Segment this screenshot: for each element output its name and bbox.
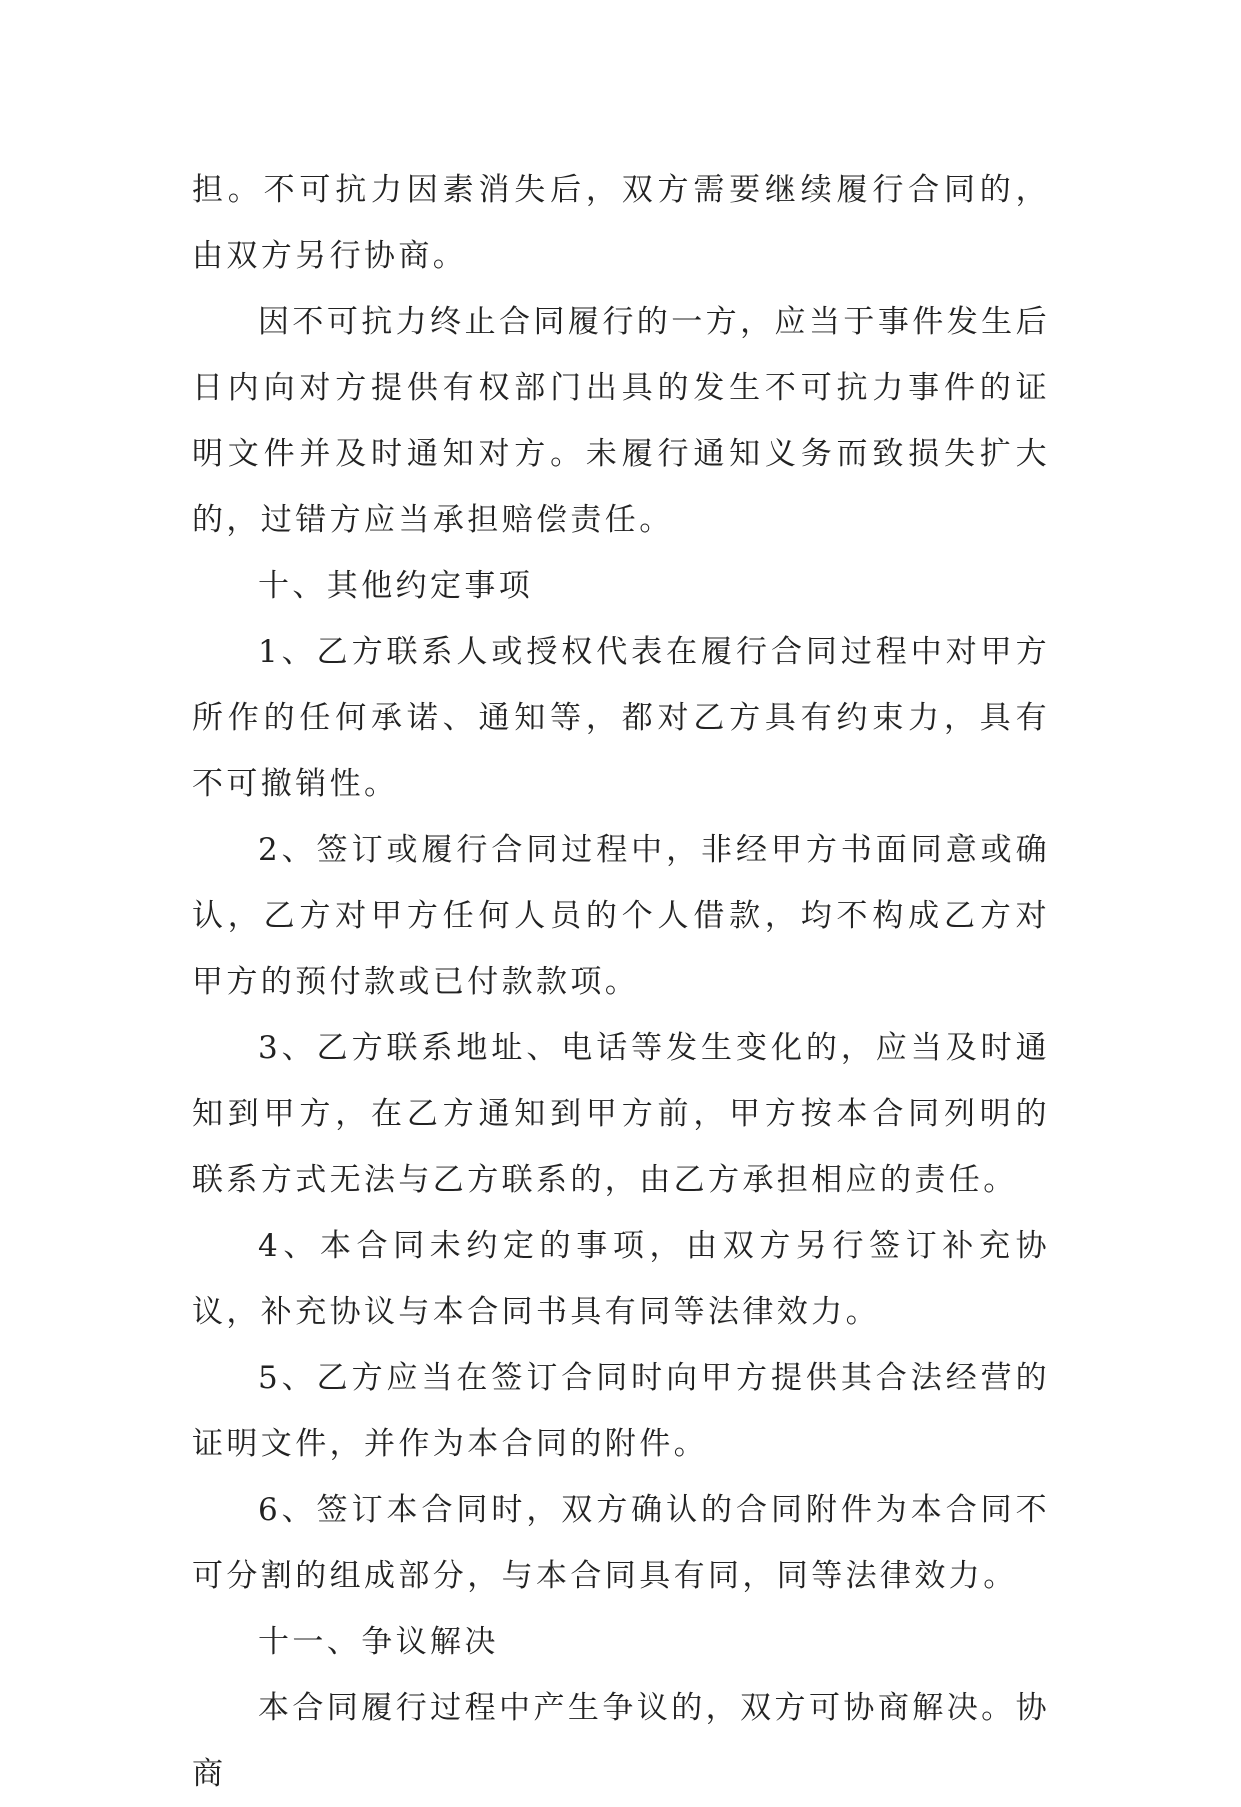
paragraph-dispute-resolution: 本合同履行过程中产生争议的，双方可协商解决。协商 [192,1690,1050,1792]
section-heading-dispute-resolution: 十一、争议解决 [258,1624,499,1660]
clause-item-6: 6、签订本合同时，双方确认的合同附件为本合同不可分割的组成部分，与本合同具有同，同等法律效力。 [192,1492,1050,1594]
clause-item-4: 4、本合同未约定的事项，由双方另行签订补充协议，补充协议与本合同书具有同等法律效力。 [192,1228,1050,1330]
clause-item-5: 5、乙方应当在签订合同时向甲方提供其合法经营的证明文件，并作为本合同的附件。 [192,1360,1050,1462]
paragraph-force-majeure-end: 担。不可抗力因素消失后，双方需要继续履行合同的，由双方另行协商。 [192,172,1050,274]
clause-item-2: 2、签订或履行合同过程中，非经甲方书面同意或确认，乙方对甲方任何人员的个人借款，均不构成乙方对甲方的预付款或已付款款项。 [192,832,1050,1000]
section-heading-other-terms: 十、其他约定事项 [258,568,534,604]
document-body [192,157,1050,1807]
paragraph-force-majeure-notice: 因不可抗力终止合同履行的一方，应当于事件发生后日内向对方提供有权部门出具的发生不可抗力事件的证明文件并及时通知对方。未履行通知义务而致损失扩大的，过错方应当承担赔偿责任。 [192,304,1050,538]
clause-item-1: 1、乙方联系人或授权代表在履行合同过程中对甲方所作的任何承诺、通知等，都对乙方具有约束力，具有不可撤销性。 [192,634,1050,802]
clause-item-3: 3、乙方联系地址、电话等发生变化的，应当及时通知到甲方，在乙方通知到甲方前，甲方按本合同列明的联系方式无法与乙方联系的，由乙方承担相应的责任。 [192,1030,1050,1198]
